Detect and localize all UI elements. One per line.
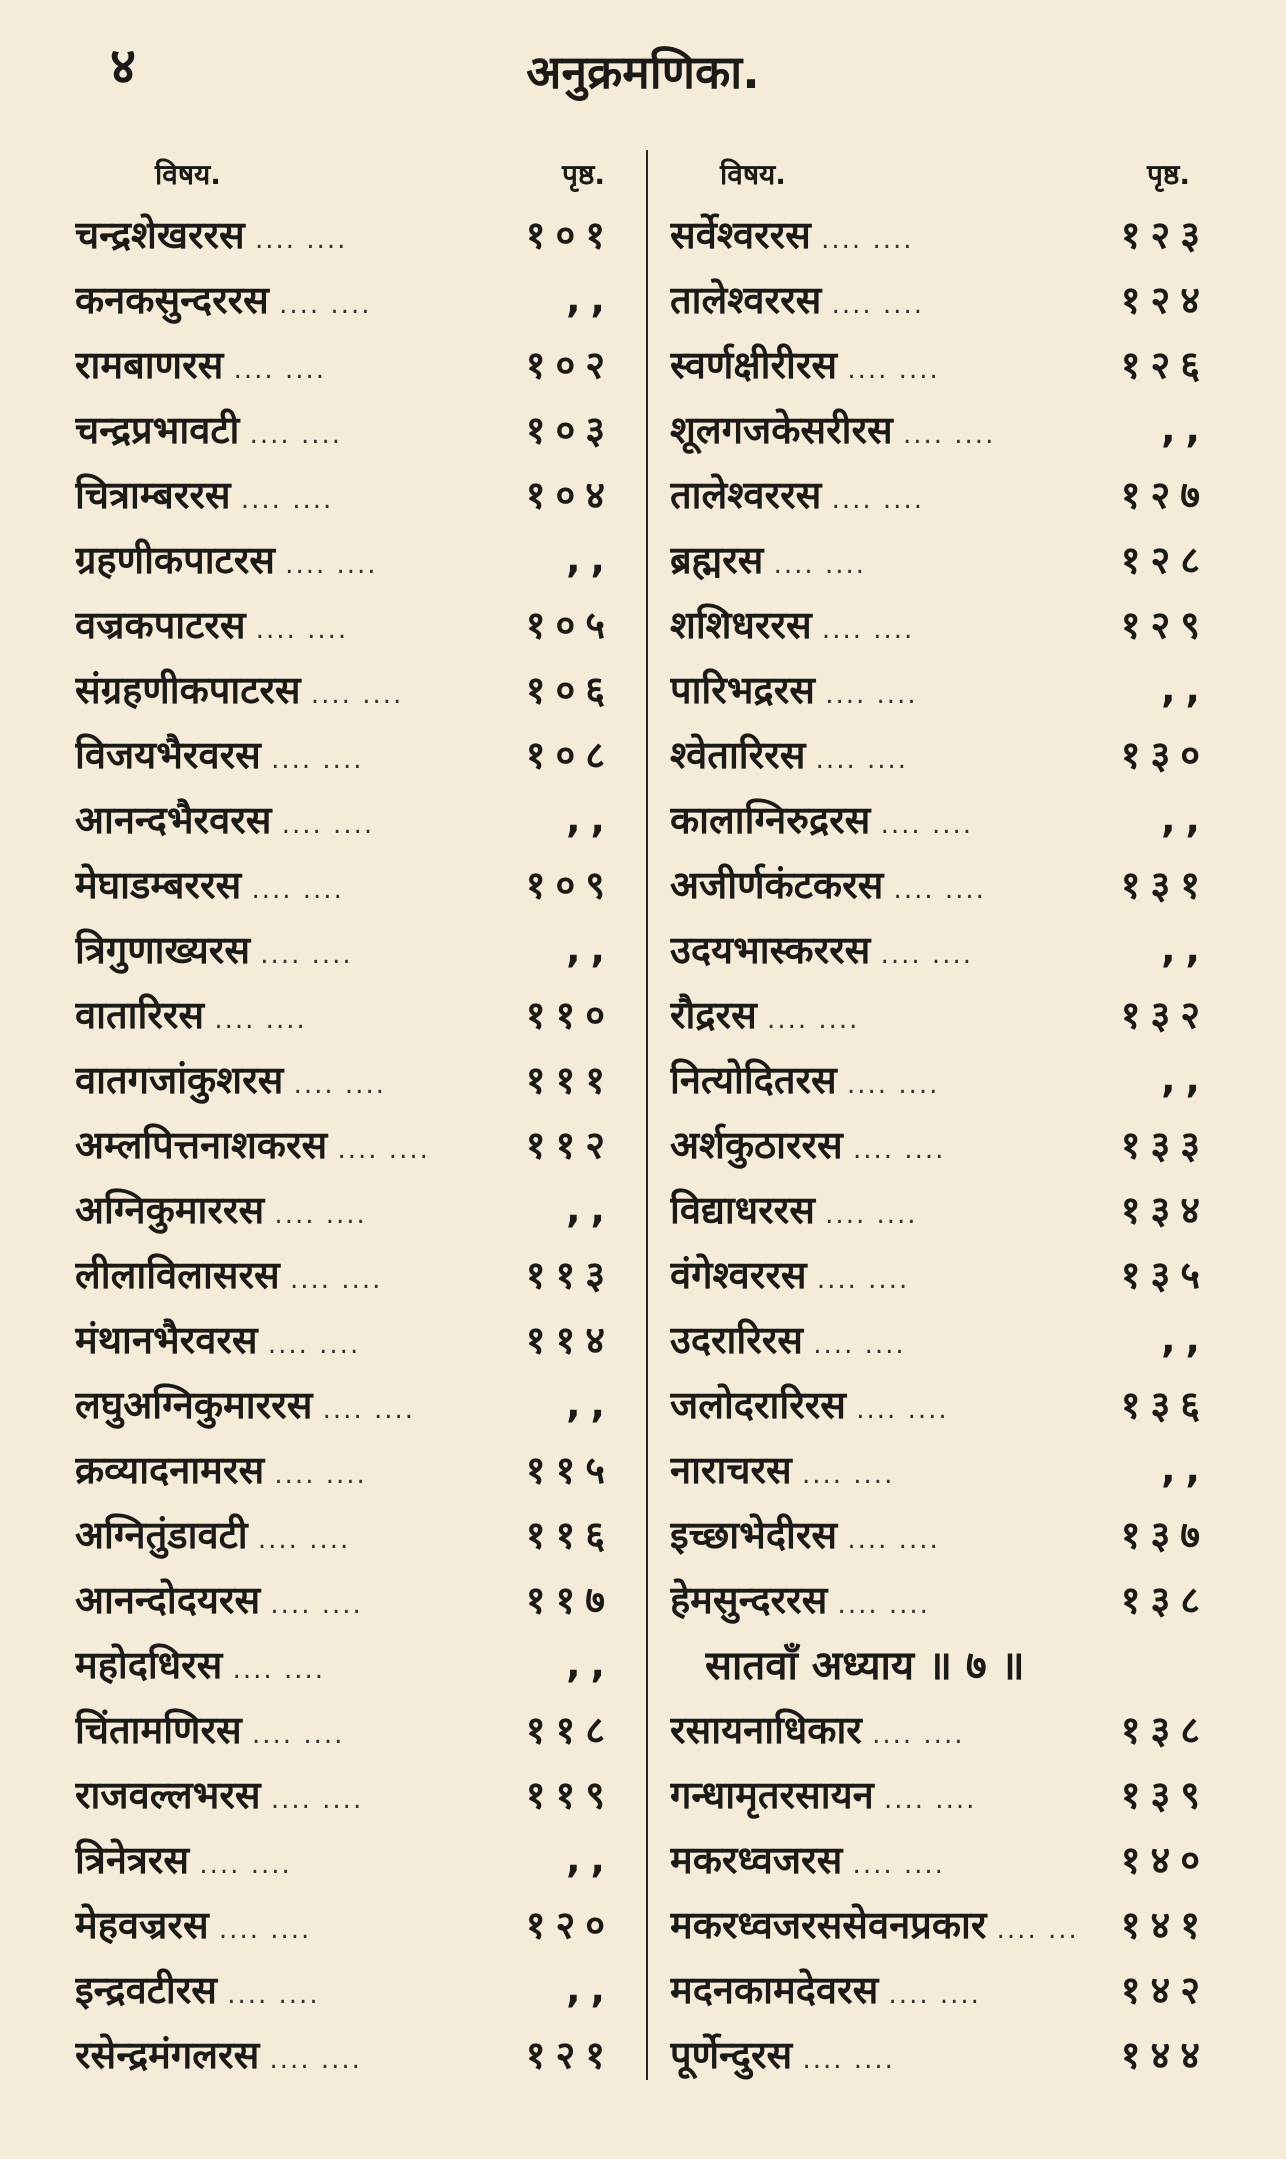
entry-subject: स्वर्णक्षीरीरस .... [670,338,1080,390]
entry-subject: राजवल्लभरस .... [75,1768,485,1820]
entry-subject: सर्वेश्वररस .... [670,208,1080,260]
page-title: अनुक्रमणिका. [526,45,760,99]
index-entry [75,916,635,981]
entry-subject: मेघाडम्बररस .... [75,858,485,910]
entry-page: १११ [525,1057,615,1102]
entry-page: ,, [566,1966,615,2011]
entry-subject: अजीर्णकंटकरस .... [670,858,1080,910]
entry-page: १२४ [1120,277,1210,322]
index-entry [75,1306,635,1371]
entry-subject: रौद्ररस .... [670,988,1080,1040]
entry-page: ,, [1161,1446,1210,1491]
entry-subject: श्वेतारिरस .... [670,728,1080,780]
index-entry [670,526,1230,591]
entry-page: १३७ [1120,1512,1210,1557]
entry-subject: लघुअग्निकुमाररस .... [75,1378,485,1430]
entry-subject: ब्रह्मरस .... [670,533,1080,585]
entry-subject: चन्द्रशेखररस .... [75,208,485,260]
right-column-header [670,155,1230,201]
entry-page: १३२ [1120,992,1210,1037]
index-entry [670,266,1230,331]
entry-subject: अर्शकुठाररस .... [670,1118,1080,1170]
index-entry [670,1501,1230,1566]
index-entry [75,1371,635,1436]
index-entry [75,2021,635,2086]
index-entry [75,851,635,916]
index-entry [670,916,1230,981]
index-entry [670,201,1230,266]
index-entry [75,1566,635,1631]
entry-subject: संग्रहणीकपाटरस .... [75,663,485,715]
entry-subject: मकरध्वजरससेवनप्रकार .... [670,1898,1080,1950]
entry-page: ,, [566,926,615,971]
entry-page: १३९ [1120,1772,1210,1817]
index-entry [670,981,1230,1046]
entry-subject: नाराचरस .... [670,1443,1080,1495]
index-entry [75,331,635,396]
entry-page: १०२ [525,342,615,387]
entry-subject: मदनकामदेवरस .... [670,1963,1080,2015]
index-entry [670,396,1230,461]
entry-page: १२८ [1120,537,1210,582]
index-entry [670,2021,1230,2086]
entry-page: १४१ [1120,1902,1210,1947]
entry-page: १२९ [1120,602,1210,647]
entry-subject: लीलाविलासरस .... [75,1248,485,1300]
entry-subject: अग्निकुमाररस .... [75,1183,485,1235]
entry-page: १३८ [1120,1707,1210,1752]
index-entry [75,1241,635,1306]
entry-subject: अम्लपित्तनाशकरस .... [75,1118,485,1170]
entry-subject: पारिभद्ररस .... [670,663,1080,715]
index-entry [75,1631,635,1696]
entry-subject: विद्याधररस .... [670,1183,1080,1235]
entry-subject: आनन्दोदयरस .... [75,1573,485,1625]
index-entry [75,1761,635,1826]
index-entry [670,721,1230,786]
page-number: ४ [110,37,136,95]
entry-subject: उदयभास्कररस .... [670,923,1080,975]
entry-subject: मंथानभैरवरस .... [75,1313,485,1365]
left-column [75,155,635,2086]
index-entry [670,851,1230,916]
left-entries [75,201,635,2086]
entry-page: १३३ [1120,1122,1210,1167]
entry-page: १२० [525,1902,615,1947]
entry-page: ,, [566,796,615,841]
entry-subject: तालेश्वररस .... [670,468,1080,520]
entry-page: १३४ [1120,1187,1210,1232]
entry-subject: वातारिरस .... [75,988,485,1040]
entry-subject: हेमसुन्दररस .... [670,1573,1080,1625]
entry-subject: त्रिगुणाख्यरस .... [75,923,485,975]
entry-subject: चिंतामणिरस .... [75,1703,485,1755]
index-entry [75,201,635,266]
subject-header: विषय. [155,158,221,191]
entry-subject: मेहवज्ररस .... [75,1898,485,1950]
left-column-header [75,155,635,201]
entry-page: १०६ [525,667,615,712]
entry-subject: महोदधिरस .... [75,1638,485,1690]
entry-page: १४४ [1120,2032,1210,2077]
entry-subject: विजयभैरवरस .... [75,728,485,780]
entry-page: १०४ [525,472,615,517]
index-entry [670,1761,1230,1826]
entry-page: ,, [566,1641,615,1686]
chapter-heading [670,1631,1230,1696]
entry-subject: वंगेश्वररस .... [670,1248,1080,1300]
entry-page: ११५ [525,1447,615,1492]
index-entry [75,1176,635,1241]
subject-header: विषय. [720,158,786,191]
entry-page: १३० [1120,732,1210,777]
entry-subject: रसेन्द्रमंगलरस .... [75,2028,485,2080]
page-header: पृष्ठ. [1146,158,1190,191]
column-divider [646,150,648,2080]
index-entry [75,1111,635,1176]
entry-page: ,, [1161,406,1210,451]
entry-page: ११७ [525,1577,615,1622]
entry-subject: कालाग्निरुद्ररस .... [670,793,1080,845]
entry-subject: चित्राम्बररस .... [75,468,485,520]
entry-subject: कनकसुन्दररस .... [75,273,485,325]
entry-subject: नित्योदितरस .... [670,1053,1080,1105]
entry-page: १२७ [1120,472,1210,517]
index-entry [75,1046,635,1111]
right-entries [670,201,1230,2086]
entry-subject: रसायनाधिकार .... [670,1703,1080,1755]
index-entry [75,1696,635,1761]
index-entry [670,1696,1230,1761]
entry-page: ,, [566,1186,615,1231]
index-entry [670,656,1230,721]
entry-page: ,, [566,1836,615,1881]
entry-page: ,, [1161,796,1210,841]
entry-page: ,, [1161,926,1210,971]
entry-page: १३१ [1120,862,1210,907]
index-entry [670,1566,1230,1631]
entry-page: ११८ [525,1707,615,1752]
entry-page: ११३ [525,1252,615,1297]
entry-page: ११४ [525,1317,615,1362]
entry-page: ११२ [525,1122,615,1167]
index-entry [670,786,1230,851]
index-entry [670,591,1230,656]
index-entry [670,1111,1230,1176]
entry-page: ११६ [525,1512,615,1557]
entry-subject: उदरारिरस .... [670,1313,1080,1365]
index-entry [75,1826,635,1891]
entry-page: ११० [525,992,615,1037]
entry-subject: वज्रकपाटरस .... [75,598,485,650]
entry-page: १३५ [1120,1252,1210,1297]
index-entry [670,461,1230,526]
entry-subject: शूलगजकेसरीरस .... [670,403,1080,455]
index-entry [75,526,635,591]
entry-page: १०३ [525,407,615,452]
entry-subject: इच्छाभेदीरस .... [670,1508,1080,1560]
entry-subject: आनन्दभैरवरस .... [75,793,485,845]
index-entry [670,1241,1230,1306]
page-header: पृष्ठ. [561,158,605,191]
index-entry [670,331,1230,396]
entry-subject: रामबाणरस .... [75,338,485,390]
entry-subject: जलोदरारिरस .... [670,1378,1080,1430]
entry-page: १३६ [1120,1382,1210,1427]
index-entry [670,1436,1230,1501]
entry-subject: वातगजांकुशरस .... [75,1053,485,1105]
entry-subject: क्रव्यादनामरस .... [75,1443,485,1495]
index-entry [75,1501,635,1566]
entry-page: १३८ [1120,1577,1210,1622]
entry-subject: ग्रहणीकपाटरस .... [75,533,485,585]
entry-page: १०९ [525,862,615,907]
entry-page: ,, [1161,1316,1210,1361]
entry-subject: पूर्णेन्दुरस .... [670,2028,1080,2080]
entry-page: ,, [1161,1056,1210,1101]
index-entry [75,981,635,1046]
index-entry [670,1046,1230,1111]
index-entry [670,1306,1230,1371]
index-entry [670,1826,1230,1891]
entry-subject: त्रिनेत्ररस .... [75,1833,485,1885]
index-entry [75,396,635,461]
index-entry [75,656,635,721]
index-entry [75,1956,635,2021]
entry-page: १४० [1120,1837,1210,1882]
entry-page: ,, [1161,666,1210,711]
index-entry [75,266,635,331]
entry-subject: अग्नितुंडावटी .... [75,1508,485,1560]
entry-page: १०५ [525,602,615,647]
entry-subject: इन्द्रवटीरस .... [75,1963,485,2015]
entry-page: १२१ [525,2032,615,2077]
entry-subject: सातवाँ अध्याय ॥ ७ ॥ [705,1643,1025,1689]
entry-subject: चन्द्रप्रभावटी .... [75,403,485,455]
index-entry [670,1891,1230,1956]
entry-page: १२३ [1120,212,1210,257]
entry-page: ,, [566,276,615,321]
entry-page: १०१ [525,212,615,257]
index-entry [75,1436,635,1501]
entry-page: १०८ [525,732,615,777]
entry-subject: तालेश्वररस .... [670,273,1080,325]
entry-page: ,, [566,536,615,581]
index-entry [75,1891,635,1956]
entry-subject: गन्धामृतरसायन .... [670,1768,1080,1820]
index-entry [75,721,635,786]
right-column [670,155,1230,2086]
entry-page: ११९ [525,1772,615,1817]
entry-page: १४२ [1120,1967,1210,2012]
index-entry [75,461,635,526]
entry-subject: मकरध्वजरस .... [670,1833,1080,1885]
index-entry [75,591,635,656]
index-entry [670,1956,1230,2021]
index-entry [670,1371,1230,1436]
entry-page: १२६ [1120,342,1210,387]
index-entry [75,786,635,851]
entry-page: ,, [566,1381,615,1426]
index-entry [670,1176,1230,1241]
entry-subject: शशिधररस .... [670,598,1080,650]
